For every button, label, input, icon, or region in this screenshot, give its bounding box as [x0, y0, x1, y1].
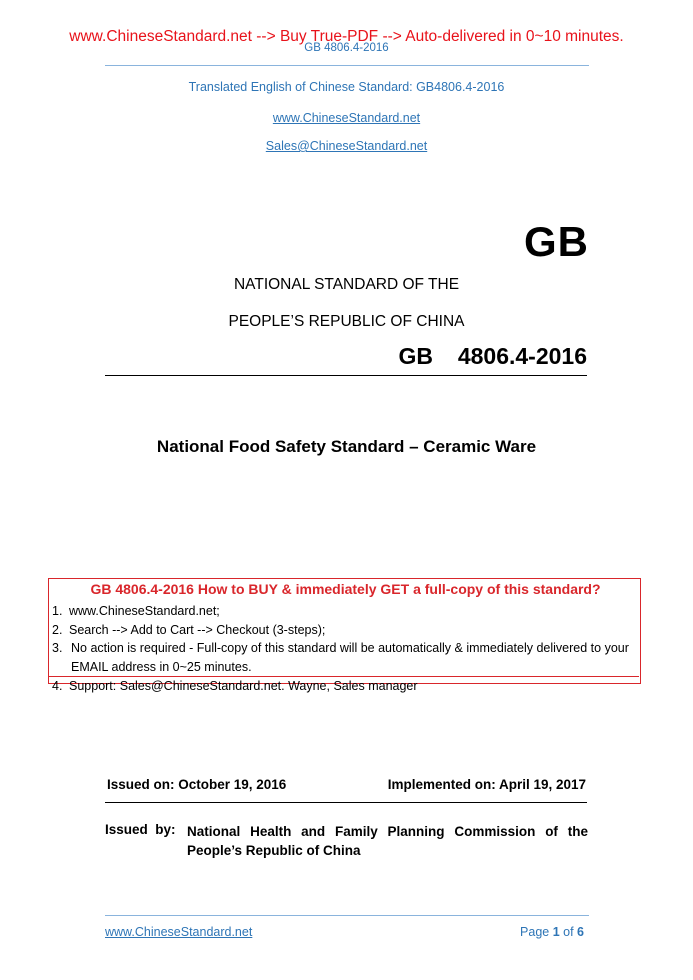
footer-divider: [105, 915, 589, 916]
standard-number: GB 4806.4-2016: [398, 343, 587, 369]
step-number: 4.: [52, 679, 63, 693]
dates-divider: [105, 802, 587, 803]
list-item: [49, 676, 639, 696]
document-title: National Food Safety Standard – Ceramic Ware: [156, 437, 537, 456]
implemented-on-date: Implemented on: April 19, 2017: [387, 777, 586, 792]
header-divider: [105, 65, 589, 66]
sales-email-link[interactable]: Sales@ChineseStandard.net: [265, 139, 428, 153]
sales-link-container: [0, 137, 693, 155]
page-of: of: [559, 925, 578, 939]
gb-logo: GB: [524, 218, 589, 265]
buy-instructions-box: [48, 578, 641, 693]
step-number: 1.: [52, 604, 63, 618]
step-text: No action is required - Full-copy of this standard will be automatically & immediately delivered to your EMAIL address in 0~25 minutes.: [71, 641, 629, 674]
buy-steps-list: [52, 602, 637, 696]
step-text[interactable]: www.ChineseStandard.net;: [69, 604, 220, 618]
title-divider: [105, 375, 587, 376]
page-total: 6: [577, 925, 584, 939]
page-indicator: [520, 925, 584, 939]
step-number: 2.: [52, 622, 63, 637]
translation-subtitle: Translated English of Chinese Standard: GB4806.4-2016: [188, 80, 505, 94]
footer-site-link[interactable]: www.ChineseStandard.net: [105, 925, 253, 939]
issued-on-date: Issued on: October 19, 2016: [107, 777, 287, 792]
prc-heading: PEOPLE’S REPUBLIC OF CHINA: [228, 313, 465, 330]
page-current: 1: [552, 925, 560, 939]
header-standard-code: GB 4806.4-2016: [304, 42, 389, 54]
national-standard-heading: NATIONAL STANDARD OF THE: [233, 276, 460, 293]
promo-banner[interactable]: www.ChineseStandard.net --> Buy True-PDF --> Auto-delivered in 0~10 minutes.: [69, 28, 624, 45]
issuing-authority: National Health and Family Planning Commission of the People’s Republic of China: [187, 824, 592, 858]
list-item: [52, 602, 637, 621]
step-number: 3.: [52, 641, 63, 655]
issued-by-label: Issued by:: [105, 822, 176, 837]
site-link[interactable]: www.ChineseStandard.net: [272, 111, 421, 125]
buy-box-title: GB 4806.4-2016 How to BUY & immediately GET a full-copy of this standard?: [90, 581, 601, 597]
list-item: [52, 639, 637, 676]
page-prefix: Page: [520, 925, 553, 939]
list-item: [52, 621, 637, 640]
step-text: Search --> Add to Cart --> Checkout (3-steps);: [69, 622, 326, 637]
site-link-container: [0, 109, 693, 127]
step-text[interactable]: Support: Sales@ChineseStandard.net. Wayne, Sales manager: [69, 679, 418, 693]
